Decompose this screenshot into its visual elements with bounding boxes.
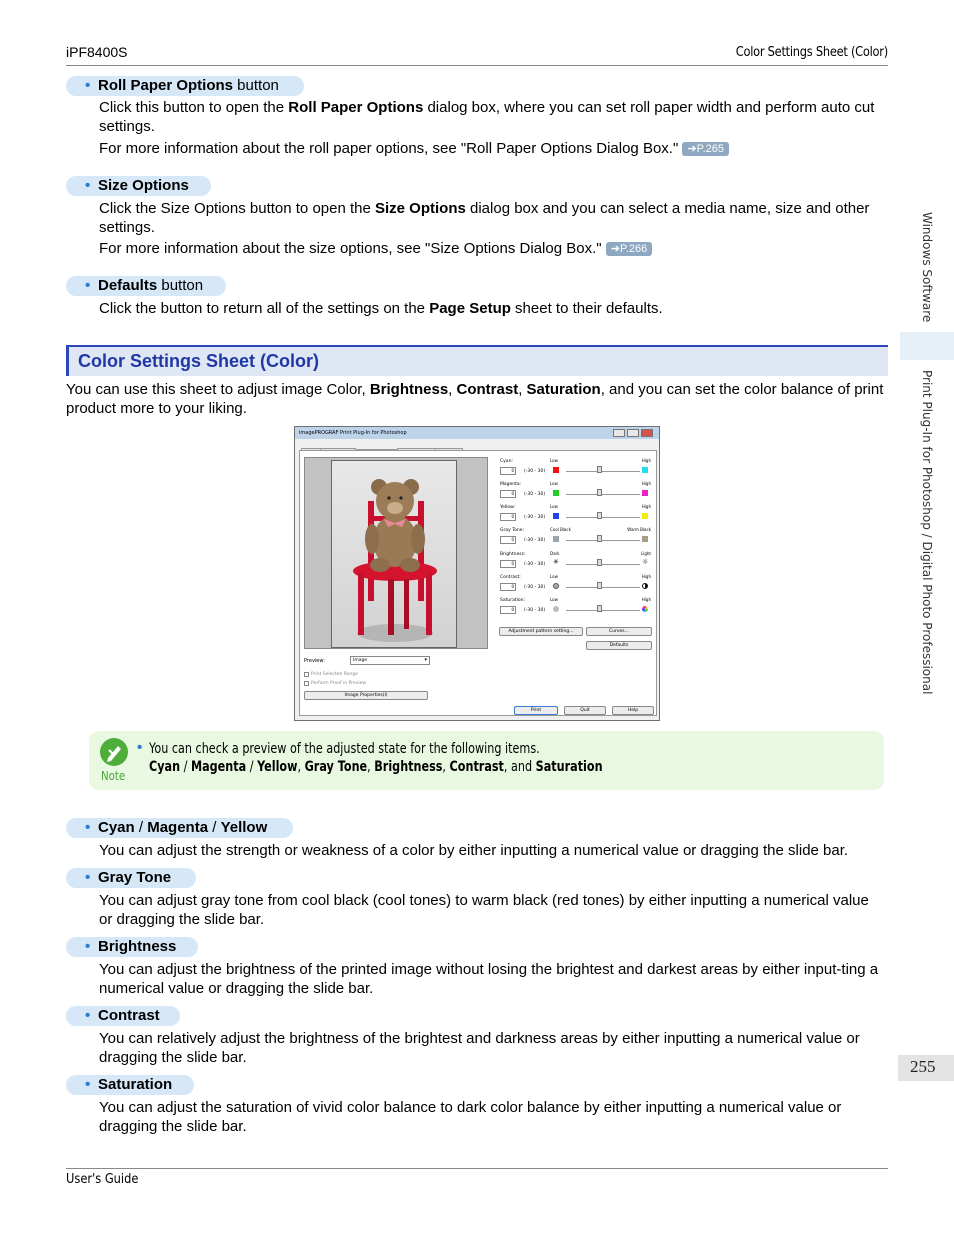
saturation-input[interactable]: 0 <box>500 606 516 614</box>
contrast-description: You can relatively adjust the brightness of the brightest and darkness areas by either inputting a numerical value or dragging the slide bar. <box>99 1030 860 1066</box>
teddy-bear-chair-image <box>332 461 458 649</box>
yellow-high-swatch <box>642 513 648 519</box>
preview-area <box>304 457 488 649</box>
defaults-description: Click the button to return all of the settings on the Page Setup sheet to their defaults. <box>99 300 663 317</box>
item-defaults: • Defaults button <box>66 276 226 296</box>
saturation-slider-thumb[interactable] <box>597 605 602 612</box>
bullet-icon: • <box>137 739 143 756</box>
brightness-description: You can adjust the brightness of the printed image without losing the brightest and darkest areas by either input-ting a numerical value or dragging the slide bar. <box>99 961 879 997</box>
magenta-slider-thumb[interactable] <box>597 489 602 496</box>
note-line-2: Cyan / Magenta / Yellow, Gray Tone, Brightness, Contrast, and Saturation <box>149 759 603 775</box>
adjustment-pattern-button[interactable]: Adjustment pattern setting... <box>499 627 583 636</box>
contrast-input[interactable]: 0 <box>500 583 516 591</box>
note-box <box>89 731 884 790</box>
curves-button[interactable]: Curves... <box>586 627 652 636</box>
yellow-input[interactable]: 0 <box>500 513 516 521</box>
item-saturation: • Saturation <box>66 1075 194 1095</box>
size-options-reference: For more information about the size options, see "Size Options Dialog Box." ➔P.266 <box>99 239 884 258</box>
contrast-high-icon <box>642 583 648 589</box>
bullet-icon: • <box>85 819 91 836</box>
yellow-slider-track[interactable] <box>566 517 640 518</box>
gray-tone-slider-thumb[interactable] <box>597 535 602 542</box>
section-title: Color Settings Sheet (Color) <box>78 351 320 371</box>
defaults-button[interactable]: Defaults <box>586 641 652 650</box>
dialog-panel: Cyan: 0 (-30 - 30) Low High Magenta: 0 (-30 - 30) Low High Yellow: 0 (-30 - 30) Low High Gray Tone: 0 (-30 - 30) Cool Black Warm Black Brightness: 0 (-30 - 30) Dark Light ✳ ☼ Contrast: 0 (-30 - 30) Low High Saturation: 0 (-30 - 30) Low High Adjustment pattern setting... Curves... Defaults Preview: Image ▾ Print Selected Range Perform Proof in Preview Image Properties(I) <box>299 450 657 716</box>
section-intro: You can use this sheet to adjust image Color, Brightness, Contrast, Saturation, and you can set the color balance of print product more to your liking. <box>66 381 884 417</box>
perform-proof-label: Perform Proof in Preview <box>311 681 367 686</box>
note-pencil-icon <box>100 738 128 766</box>
image-properties-button[interactable]: Image Properties(I) <box>304 691 428 700</box>
item-brightness: • Brightness <box>66 937 198 957</box>
item-size-options: • Size Options <box>66 176 211 196</box>
item-gray-tone: • Gray Tone <box>66 868 196 888</box>
bullet-icon: • <box>85 938 91 955</box>
print-selected-range-checkbox[interactable] <box>304 672 309 677</box>
minimize-icon[interactable] <box>613 429 625 437</box>
size-options-description: Click the Size Options button to open the Size Options dialog box and you can select a media name, size and other settings. <box>99 200 870 236</box>
preview-label: Preview: <box>304 658 325 664</box>
preview-paper <box>331 460 457 648</box>
header-section: Color Settings Sheet (Color) <box>735 45 888 60</box>
quit-button[interactable]: Quit <box>564 706 606 715</box>
item-cyan-magenta-yellow: • Cyan / Magenta / Yellow <box>66 818 293 838</box>
sun-light-icon: ☼ <box>642 558 649 566</box>
cyan-input[interactable]: 0 <box>500 467 516 475</box>
maximize-icon[interactable] <box>627 429 639 437</box>
item-contrast: • Contrast <box>66 1006 180 1026</box>
perform-proof-checkbox[interactable] <box>304 681 309 686</box>
bullet-icon: • <box>85 177 91 194</box>
dialog-title: imagePROGRAF Print Plug-In for Photoshop <box>295 427 659 439</box>
close-icon[interactable] <box>641 429 653 437</box>
bullet-icon: • <box>85 277 91 294</box>
brightness-slider-thumb[interactable] <box>597 559 602 566</box>
side-tab-highlight <box>900 332 954 360</box>
print-selected-range-label: Print Selected Range <box>311 672 358 677</box>
magenta-low-swatch <box>553 490 559 496</box>
saturation-low-icon <box>553 606 559 612</box>
contrast-slider-track[interactable] <box>566 587 640 588</box>
gray-tone-slider-track[interactable] <box>566 540 640 541</box>
bullet-icon: • <box>85 1007 91 1024</box>
cyan-high-swatch <box>642 467 648 473</box>
contrast-low-icon <box>553 583 559 589</box>
yellow-low-swatch <box>553 513 559 519</box>
gray-tone-description: You can adjust gray tone from cool black (cool tones) to warm black (red tones) by either inputting a numerical value or dragging the slide bar. <box>99 892 869 928</box>
cyan-low-swatch <box>553 467 559 473</box>
magenta-input[interactable]: 0 <box>500 490 516 498</box>
item-roll-paper-options: • Roll Paper Options button <box>66 76 304 96</box>
brightness-input[interactable]: 0 <box>500 560 516 568</box>
sun-dark-icon: ✳ <box>553 558 559 566</box>
bullet-icon: • <box>85 77 91 94</box>
magenta-slider-track[interactable] <box>566 494 640 495</box>
yellow-slider-thumb[interactable] <box>597 512 602 519</box>
gray-tone-low-swatch <box>553 536 559 542</box>
bullet-icon: • <box>85 1076 91 1093</box>
magenta-high-swatch <box>642 490 648 496</box>
dropdown-arrow-icon: ▾ <box>424 657 427 663</box>
help-button[interactable]: Help <box>612 706 654 715</box>
section-heading <box>66 345 888 376</box>
saturation-description: You can adjust the saturation of vivid color balance to dark color balance by either inputting a numerical value or dragging the slide bar. <box>99 1099 842 1135</box>
brightness-slider-track[interactable] <box>566 564 640 565</box>
note-label: Note <box>101 769 126 783</box>
footer-guide: User's Guide <box>66 1172 139 1187</box>
roll-paper-reference: For more information about the roll paper options, see "Roll Paper Options Dialog Box." ➔P.265 <box>99 139 884 158</box>
contrast-slider-thumb[interactable] <box>597 582 602 589</box>
cyan-slider-track[interactable] <box>566 471 640 472</box>
header-rule <box>66 65 888 66</box>
saturation-high-icon <box>642 606 648 612</box>
preview-select[interactable]: Image ▾ <box>350 656 430 665</box>
header-model: iPF8400S <box>66 44 128 60</box>
footer-rule <box>66 1168 888 1169</box>
page-number: 255 <box>898 1055 954 1081</box>
print-button[interactable]: Print <box>514 706 558 715</box>
dialog-screenshot <box>294 426 660 721</box>
cmy-description: You can adjust the strength or weakness of a color by either inputting a numerical value or dragging the slide bar. <box>99 842 849 859</box>
side-tab-print-plugin[interactable]: Print Plug-In for Photoshop / Digital Photo Professional <box>920 370 934 695</box>
page-ref-link[interactable]: ➔P.265 <box>682 142 729 156</box>
roll-paper-description: Click this button to open the Roll Paper Options dialog box, where you can set roll paper width and perform auto cut settings. <box>99 99 875 135</box>
cyan-slider-thumb[interactable] <box>597 466 602 473</box>
bullet-icon: • <box>85 869 91 886</box>
gray-tone-input[interactable]: 0 <box>500 536 516 544</box>
note-line-1: You can check a preview of the adjusted state for the following items. <box>149 741 540 757</box>
saturation-slider-track[interactable] <box>566 610 640 611</box>
gray-tone-high-swatch <box>642 536 648 542</box>
page-ref-link[interactable]: ➔P.266 <box>606 242 653 256</box>
side-tab-windows-software[interactable]: Windows Software <box>920 212 934 323</box>
